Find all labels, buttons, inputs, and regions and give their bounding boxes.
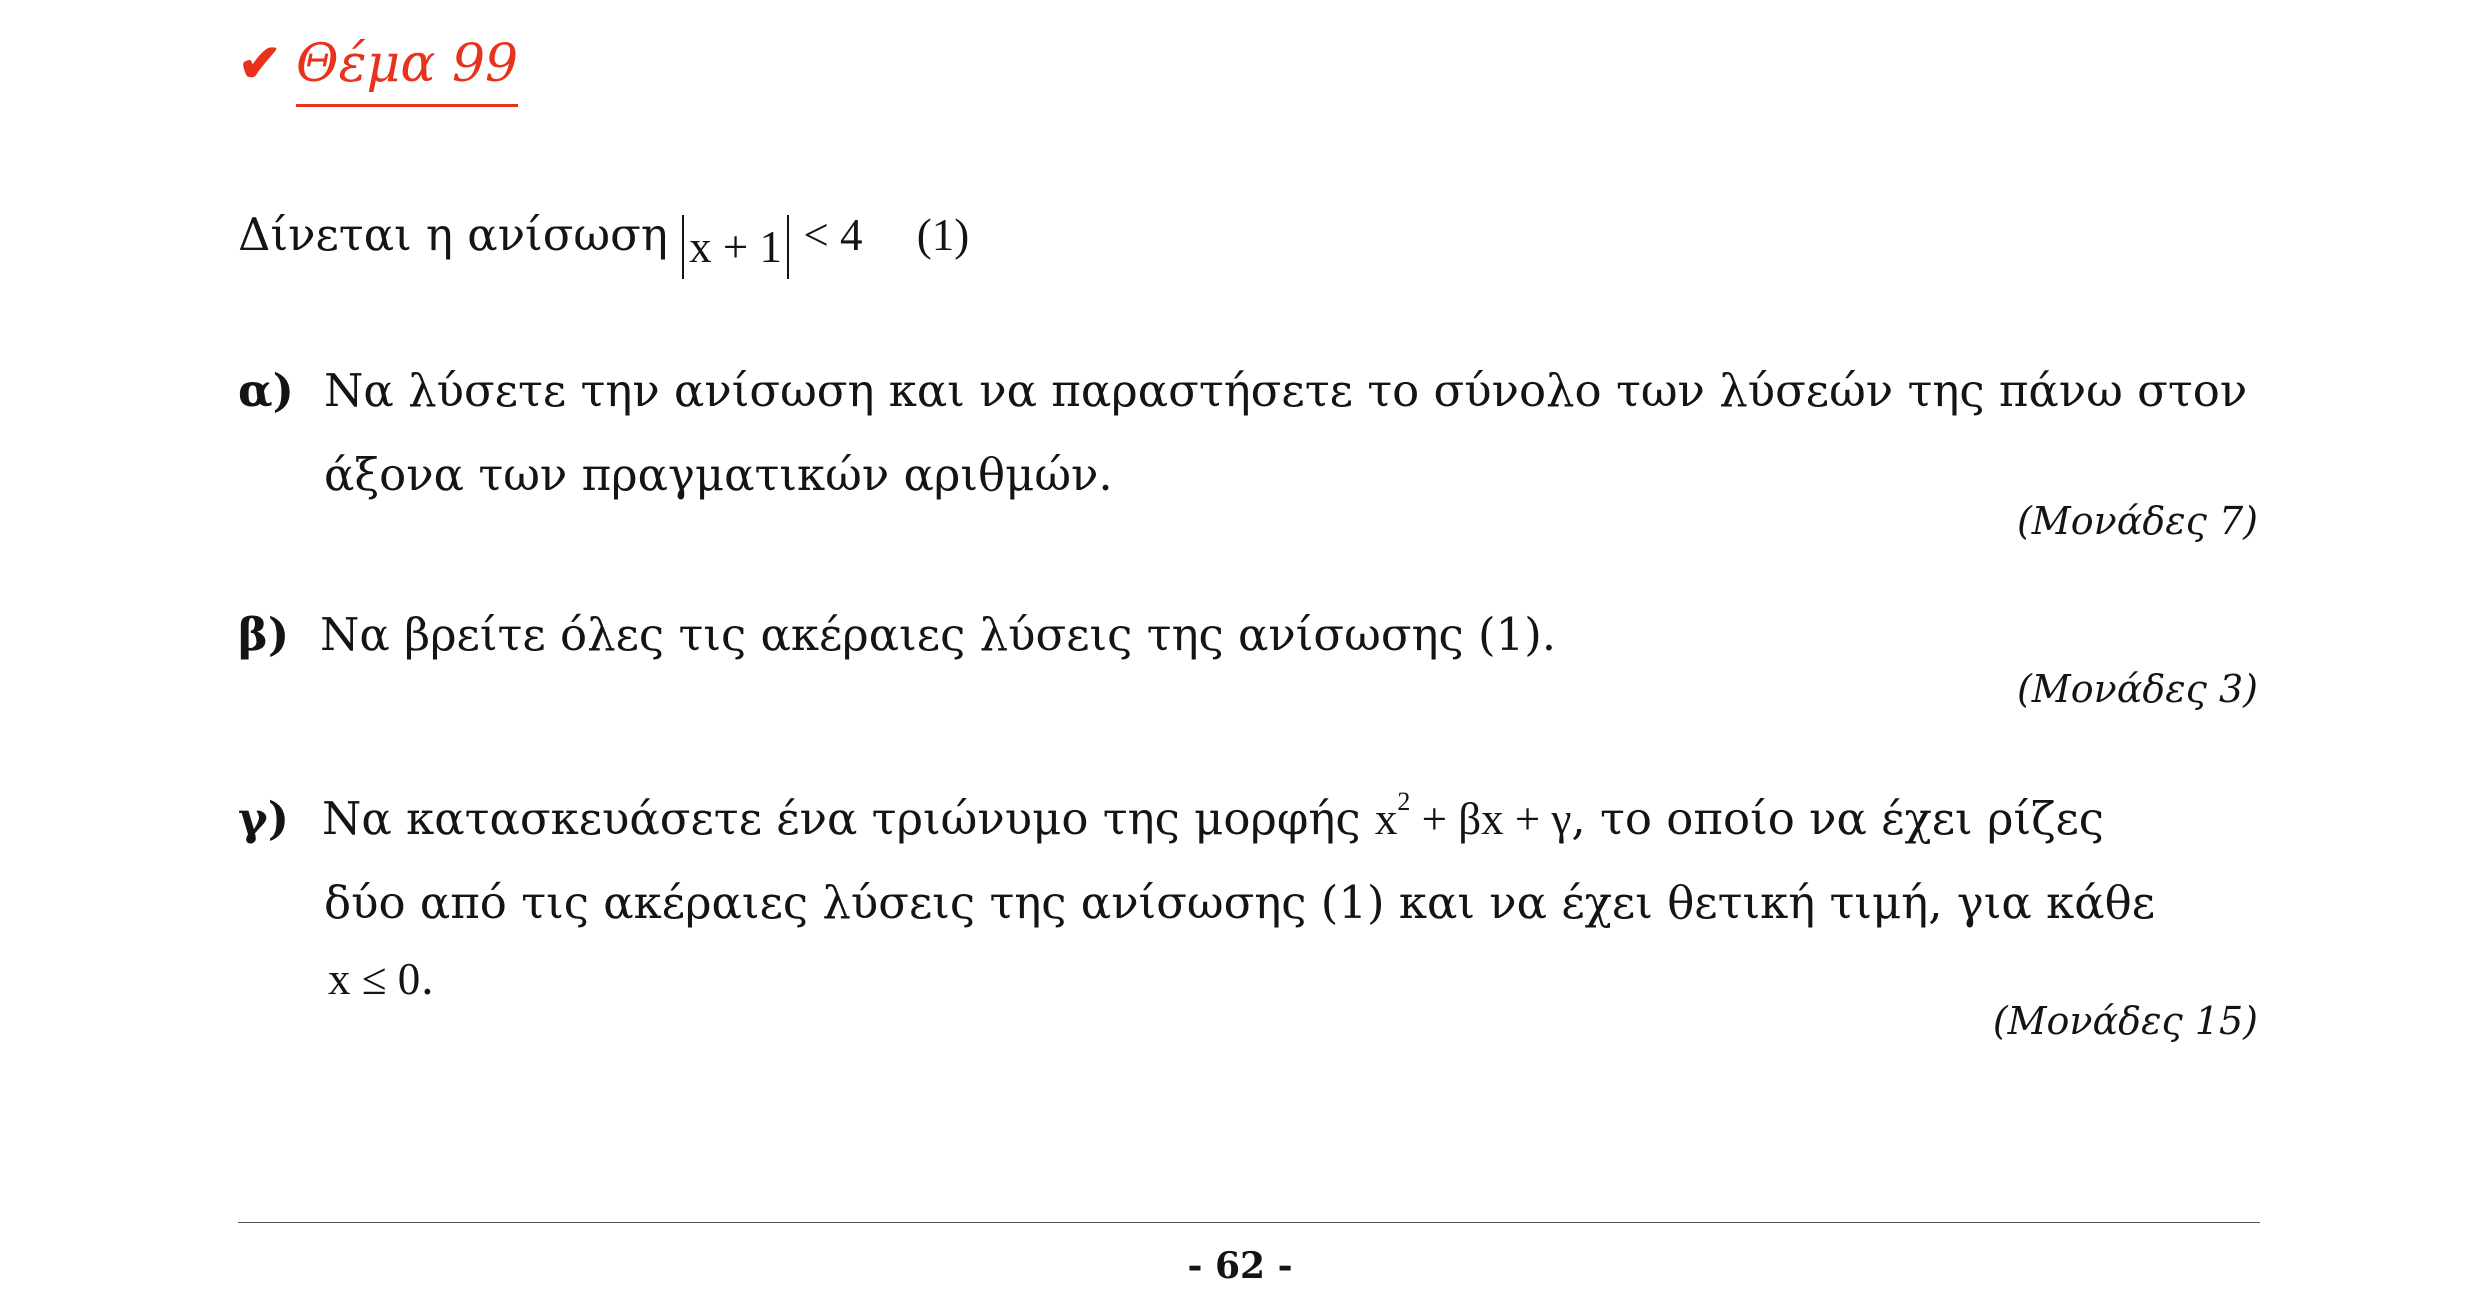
condition-math: x ≤ 0 <box>328 954 421 1004</box>
section-title <box>238 33 519 94</box>
question-c-line3 <box>328 952 435 1005</box>
condition-period: . <box>420 952 435 1005</box>
intro-text: Δίνεται η ανίσωση <box>238 208 668 261</box>
formula-x: x <box>1374 794 1398 844</box>
question-c-marks: (Μονάδες 15) <box>1992 999 2258 1043</box>
equation-label: (1) <box>916 210 970 260</box>
question-c-text1: Να κατασκευάσετε ένα τριώνυμο της μορφής <box>322 792 1361 845</box>
title-text: Θέμα 99 <box>296 34 518 107</box>
question-b-marks: (Μονάδες 3) <box>2016 667 2258 711</box>
inequality-rest: < 4 <box>803 210 863 260</box>
question-a-line1 <box>238 364 2248 417</box>
question-c-text1-end: , το οποίο να έχει ρίζες <box>1571 792 2105 845</box>
footer-divider <box>238 1222 2260 1223</box>
question-a-label: α) <box>238 364 294 417</box>
question-c-line1 <box>238 787 2105 845</box>
question-b-label: β) <box>238 608 290 661</box>
question-b-line1 <box>238 608 1557 661</box>
question-a-text1: Να λύσετε την ανίσωση και να παραστήσετε το σύνολο των λύσεών της πάνω στον <box>324 364 2248 417</box>
checkmark-icon: ✔ <box>238 33 282 94</box>
question-a-marks: (Μονάδες 7) <box>2016 499 2258 543</box>
question-c-line2: δύο από τις ακέραιες λύσεις της ανίσωσης (1) και να έχει θετική τιμή, για κάθε <box>324 876 2156 929</box>
formula-rest: + βx + γ <box>1421 794 1572 844</box>
formula-exponent: 2 <box>1397 787 1411 816</box>
question-b-text1: Να βρείτε όλες τις ακέραιες λύσεις της ανίσωσης (1). <box>320 608 1557 661</box>
question-c-label: γ) <box>238 792 289 845</box>
intro-line <box>238 208 970 279</box>
question-a-line2: άξονα των πραγματικών αριθμών. <box>324 448 1113 501</box>
page-number: - 62 - <box>1187 1245 1293 1287</box>
formula <box>1374 787 1572 844</box>
abs-expression: x + 1 <box>682 215 789 279</box>
